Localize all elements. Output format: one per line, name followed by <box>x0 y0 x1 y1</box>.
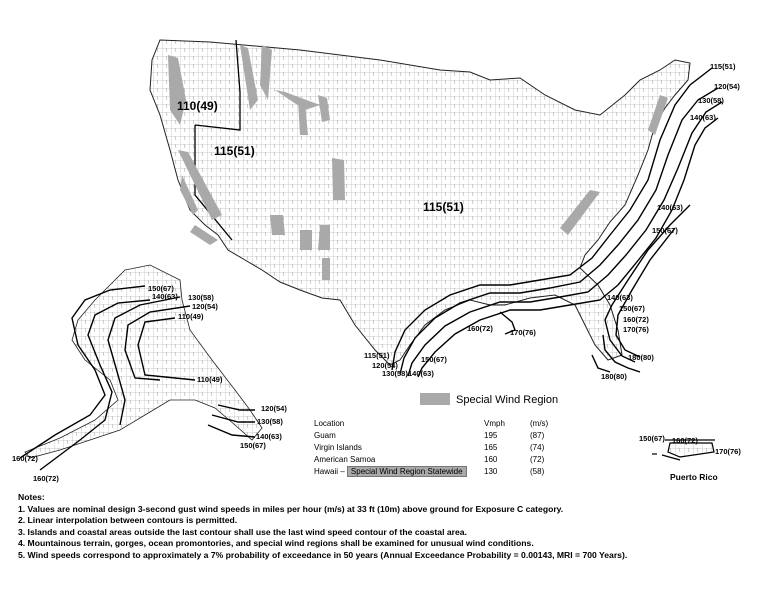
contour-label: 150(67) <box>240 441 266 450</box>
contour-label: 160(72) <box>467 324 493 333</box>
note-item: 3. Islands and coastal areas outside the last contour shall use the last wind speed contour of the coastal area. <box>18 526 467 537</box>
contour-label: 140(63) <box>690 113 716 122</box>
special-region-highlight: Special Wind Region Statewide <box>347 466 467 477</box>
location-table <box>314 419 570 479</box>
contour-label: 160(72) <box>623 315 649 324</box>
contour-label: 150(67) <box>619 304 645 313</box>
contour-label: 120(54) <box>372 361 398 370</box>
contour-label: 115(51) <box>423 200 464 214</box>
contour-label: 160(72) <box>672 436 698 445</box>
note-item: 4. Mountainous terrain, gorges, ocean promontories, and special wind regions shall be examined for unusual wind conditions. <box>18 538 534 549</box>
table-cell-location: Guam <box>314 431 336 440</box>
contour-label: 110(49) <box>178 312 204 321</box>
contour-label: 130(58) <box>382 369 408 378</box>
notes-block <box>18 492 758 562</box>
note-item: 5. Wind speeds correspond to approximately a 7% probability of exceedance in 50 years (Annual Exceedance Probability = 0.00143, MRI = 700 Years). <box>18 549 628 560</box>
contour-label: 150(67) <box>639 434 665 443</box>
contour-label: 150(67) <box>148 284 174 293</box>
contour-label: 140(63) <box>152 292 178 301</box>
contour-label: 130(58) <box>698 96 724 105</box>
table-cell-location: American Samoa <box>314 455 376 464</box>
contour-label: 140(63) <box>657 203 683 212</box>
contour-label: 180(80) <box>628 353 654 362</box>
contour-label: 140(63) <box>607 293 633 302</box>
table-cell-vmph: 165 <box>484 443 498 452</box>
table-cell-ms: (74) <box>530 443 545 452</box>
contour-label: 150(67) <box>421 355 447 364</box>
legend-swatch <box>420 393 450 405</box>
contour-label: 170(76) <box>715 447 741 456</box>
contour-label: 150(67) <box>652 226 678 235</box>
puerto-rico-title: Puerto Rico <box>670 472 718 482</box>
contour-label: 170(76) <box>510 328 536 337</box>
table-header: Vmph <box>484 419 505 428</box>
contour-label: 180(80) <box>601 372 627 381</box>
contour-label: 110(49) <box>197 375 223 384</box>
conus-land <box>150 40 690 365</box>
notes-title: Notes: <box>18 492 45 502</box>
table-header: Location <box>314 419 345 428</box>
table-row <box>314 467 570 479</box>
location-name: Hawaii – <box>314 467 345 476</box>
contour-label: 170(76) <box>623 325 649 334</box>
contour-label: 120(54) <box>192 302 218 311</box>
note-item: 2. Linear interpolation between contours is permitted. <box>18 515 238 526</box>
contour-label: 140(63) <box>256 432 282 441</box>
contour-label: 110(49) <box>177 99 218 113</box>
table-cell-ms: (58) <box>530 467 545 476</box>
table-row <box>314 443 570 455</box>
contour-label: 115(51) <box>214 144 255 158</box>
note-item: 1. Values are nominal design 3-second gust wind speeds in miles per hour (m/s) at 33 ft (10m) above ground for Exposure C category. <box>18 503 564 514</box>
contour-label: 115(51) <box>710 62 736 71</box>
table-cell-vmph: 195 <box>484 431 498 440</box>
contour-label: 140(63) <box>408 369 434 378</box>
contour-label: 115(51) <box>364 351 390 360</box>
contour-label: 120(54) <box>714 82 740 91</box>
table-row <box>314 431 570 443</box>
table-cell-vmph: 160 <box>484 455 498 464</box>
contour-label: 160(72) <box>12 454 38 463</box>
legend-label: Special Wind Region <box>456 394 559 406</box>
table-cell-vmph: 130 <box>484 467 498 476</box>
table-header: (m/s) <box>530 419 549 428</box>
table-cell-ms: (72) <box>530 455 545 464</box>
alaska-land <box>25 265 262 458</box>
contour-label: 160(72) <box>33 474 59 483</box>
table-cell-location: Virgin Islands <box>314 443 362 452</box>
table-cell-location <box>314 467 484 479</box>
table-cell-ms: (87) <box>530 431 545 440</box>
contour-label: 120(54) <box>261 404 287 413</box>
contour-label: 130(58) <box>257 417 283 426</box>
contour-label: 130(58) <box>188 293 214 302</box>
table-header-row <box>314 419 570 431</box>
